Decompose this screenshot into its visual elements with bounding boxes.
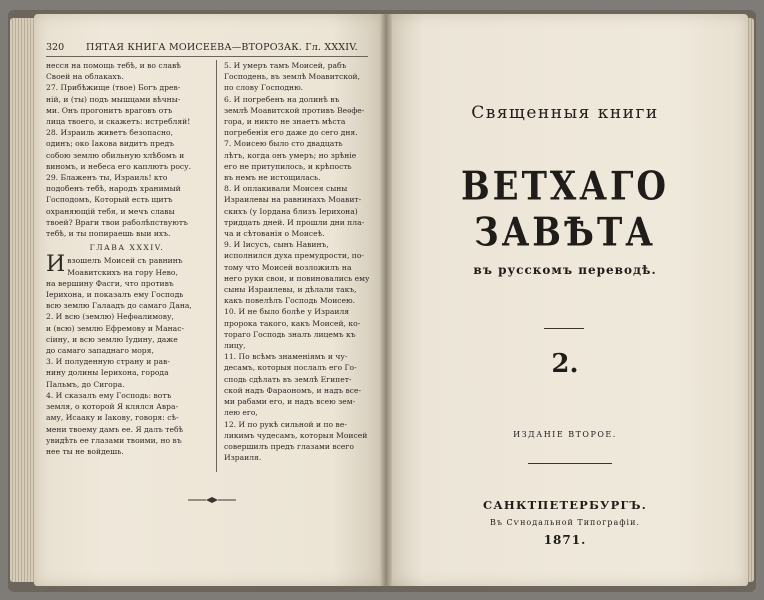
page-header xyxy=(46,42,364,56)
column-divider xyxy=(216,60,217,472)
header-rule xyxy=(46,56,368,57)
text-line: подобенъ тебѣ, народъ хранимый xyxy=(46,184,181,194)
text-line: 29. Блаженъ ты, Израиль! кто xyxy=(46,173,168,183)
text-line: скихъ (у Іордана близъ Іерихона) xyxy=(224,206,358,216)
text-line: ликимъ чудесамъ, которыя Моисей xyxy=(224,430,368,440)
text-line: тебѣ, и ты попираешь выи ихъ. xyxy=(46,229,171,239)
text-line: сіину, и всю землю Іудину, даже xyxy=(46,334,178,344)
text-line: 5. И умеръ тамъ Моисей, рабъ xyxy=(224,61,347,70)
text-line: сыны Израилевы, и дѣлали такъ, xyxy=(224,285,357,295)
text-line: земля, о которой Я клялся Авра- xyxy=(46,402,179,412)
text-line: ми. Онъ прогонитъ враговъ отъ xyxy=(46,105,173,115)
running-title: ПЯТАЯ КНИГА МОИСЕЕВА—ВТОРОЗАК. Гл. XXXIV. xyxy=(86,42,358,53)
text-line: 11. По всѣмъ знаменіямъ и чу- xyxy=(224,352,348,362)
text-line: ми рабами его, и надъ всею зем- xyxy=(224,397,356,407)
edition-label: ИЗДАНІЕ ВТОРОЕ. xyxy=(513,430,617,439)
text-line: его не притупилось, и крѣпость xyxy=(224,161,352,171)
title-subtitle: въ русскомъ переводѣ. xyxy=(473,263,657,277)
text-line: мени твоему дамъ ее. Я далъ тебѣ xyxy=(46,424,184,434)
text-line: взошелъ Моисей съ равнинъ xyxy=(67,256,183,266)
text-line: одинъ; око Іакова видитъ предъ xyxy=(46,139,174,149)
text-line: до самаго западнаго моря, xyxy=(46,346,154,356)
text-line: 9. И Іисусъ, сынъ Навинъ, xyxy=(224,240,329,250)
text-line: увидѣть ее глазами твоими, но въ xyxy=(46,435,182,445)
decorative-rule xyxy=(528,463,612,464)
text-line: 10. И не было болѣе у Израиля xyxy=(224,307,350,317)
text-line: нее ты не войдешь. xyxy=(46,446,124,456)
text-line: ній, и (ты) подъ мышцами вѣчны- xyxy=(46,94,181,104)
text-line: него руки свои, и повиновались ему xyxy=(224,273,370,283)
verses-chapter-33 xyxy=(46,60,208,239)
page-edges-left xyxy=(10,18,34,582)
text-column-1 xyxy=(46,60,208,457)
text-line: погребенія его даже до сего дня. xyxy=(224,128,358,138)
text-line: тораго Господь зналъ лицемъ къ xyxy=(224,329,356,339)
imprint-city: САНКТПЕТЕРБУРГЪ. xyxy=(483,498,647,512)
text-line: 3. И полуденную страну и рав- xyxy=(46,357,170,367)
text-line: охраняющій тебя, и мечъ славы xyxy=(46,206,175,216)
text-line: Израиля. xyxy=(224,453,262,463)
end-ornament xyxy=(188,497,236,503)
text-line: Моавитскихъ на гору Нево, xyxy=(67,267,178,277)
text-line: 12. И по рукѣ сильной и по ве- xyxy=(224,419,347,429)
text-line: и (всю) землю Ефремову и Манас- xyxy=(46,323,185,333)
imprint-printer: Въ Сѵнодальной Типографіи. xyxy=(490,518,640,527)
text-line: лица твоего, и скажетъ: истребляй! xyxy=(46,117,191,127)
text-line: ской надъ Фараономъ, и надъ все- xyxy=(224,385,362,395)
text-line: 4. И сказалъ ему Господь: вотъ xyxy=(46,390,172,400)
text-line: Пальмъ, до Сигора. xyxy=(46,379,125,389)
short-rule xyxy=(544,328,584,329)
text-line: 8. И оплакивали Моисея сыны xyxy=(224,184,348,194)
verses-chapter-34 xyxy=(46,252,208,457)
volume-number: 2. xyxy=(551,349,579,379)
text-line: землѣ Моавитской противъ Веѳфе- xyxy=(224,105,365,115)
text-line: ча и сѣтованія о Моисеѣ. xyxy=(224,229,325,239)
imprint-year: 1871. xyxy=(543,533,587,547)
text-line: Іерихона, и показалъ ему Господь xyxy=(46,290,184,300)
text-line: 6. И погребенъ на долинѣ въ xyxy=(224,94,340,104)
text-line: гора, и никто не знаетъ мѣста xyxy=(224,117,346,127)
text-line: сподь сдѣлать въ землѣ Египет- xyxy=(224,374,352,384)
text-line: собою землю обильную хлѣбомъ и xyxy=(46,150,185,160)
text-line: аму, Исааку и Іакову, говоря: сѣ- xyxy=(46,413,179,423)
text-column-2 xyxy=(224,60,368,463)
chapter-heading: ГЛАВА XXXIV. xyxy=(89,243,165,253)
text-line: виномъ, и небеса его каплютъ росу. xyxy=(46,161,192,171)
text-line: по слову Господню. xyxy=(224,83,304,93)
text-line: 7. Моисею было сто двадцать xyxy=(224,139,343,149)
text-line: Израилевы на равнинахъ Моавит- xyxy=(224,195,362,205)
text-line: тому что Моисей возложилъ на xyxy=(224,262,352,272)
text-line: 2. И всю (землю) Нефѳалимову, xyxy=(46,312,174,322)
text-line: совершилъ предъ глазами всего xyxy=(224,441,354,451)
text-line: лицу, xyxy=(224,341,246,351)
text-line: тридцать дней. И прошли дни пла- xyxy=(224,217,365,227)
text-line: лѣтъ, когда онъ умеръ; но зрѣніе xyxy=(224,150,357,160)
text-line: твоей? Враги твои раболѣпствуютъ xyxy=(46,217,188,227)
drop-capital: И xyxy=(46,252,66,278)
text-line: на вершину Фасги, что противъ xyxy=(46,278,174,288)
text-line: десамъ, которыя послалъ его Го- xyxy=(224,363,357,373)
text-line: Господомъ, Который есть щитъ xyxy=(46,195,173,205)
text-line: исполнился духа премудрости, по- xyxy=(224,251,364,261)
title-main: ВЕТХАГО ЗАВѢТА xyxy=(460,164,670,256)
title-line-1: Священныя книги xyxy=(471,103,659,123)
page-number: 320 xyxy=(46,42,65,53)
text-line: 28. Израиль живетъ безопасно, xyxy=(46,128,174,138)
text-line: въ немъ не истощилась. xyxy=(224,173,321,183)
text-line: лею его, xyxy=(224,408,258,418)
text-line: нину долины Іерихона, города xyxy=(46,368,169,378)
text-line: пророка такого, какъ Моисей, ко- xyxy=(224,318,361,328)
text-line: всю землю Галаадъ до самаго Дана, xyxy=(46,301,192,311)
text-line: Господень, въ землѣ Моавитской, xyxy=(224,72,361,82)
text-line: несся на помощь тебѣ, и во славѣ xyxy=(46,61,181,70)
text-line: 27. Прибѣжище (твое) Богъ древ- xyxy=(46,83,181,93)
text-line: Своей на облакахъ. xyxy=(46,72,124,82)
book-gutter xyxy=(380,14,392,586)
text-line: какъ повелѣлъ Господь Моисею. xyxy=(224,296,356,306)
